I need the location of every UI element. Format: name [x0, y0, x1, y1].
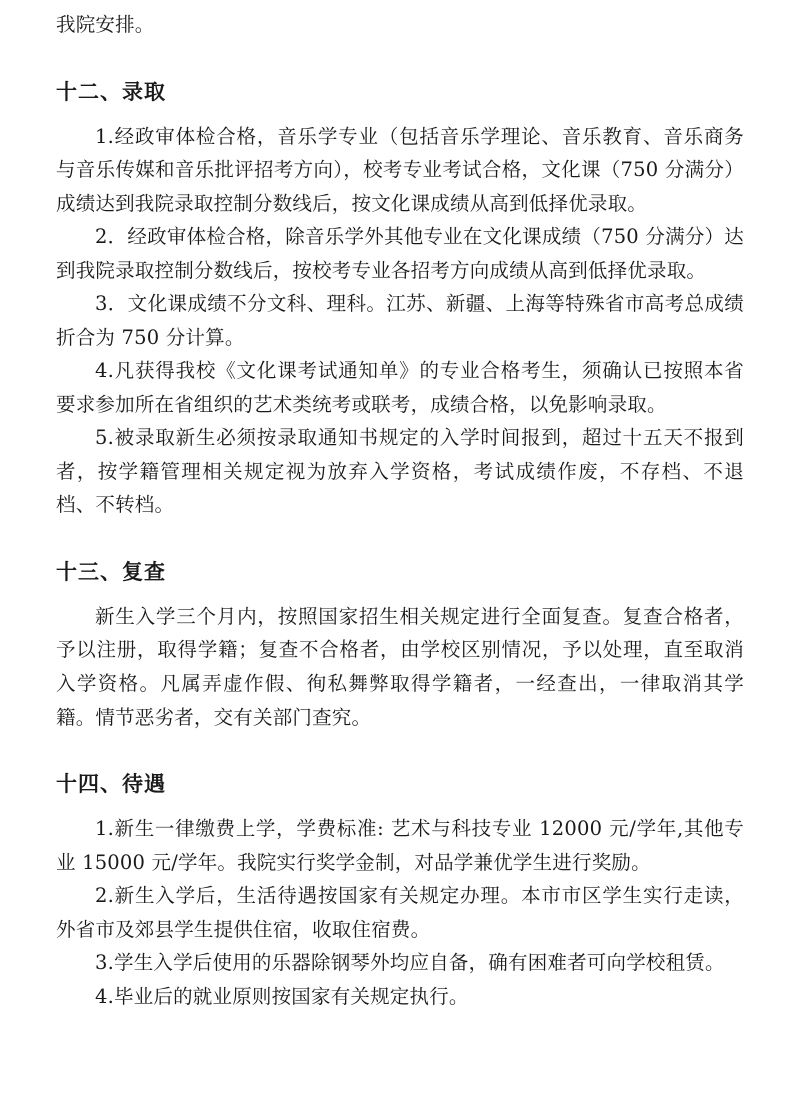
paragraph: 2．经政审体检合格，除音乐学外其他专业在文化课成绩（750 分满分）达到我院录取控制分数线后，按校考专业各招考方向成绩从高到低择优录取。	[56, 225, 744, 282]
paragraph: 2.新生入学后，生活待遇按国家有关规定办理。本市市区学生实行走读，外省市及郊县学生提供住宿，收取住宿费。	[56, 884, 744, 941]
paragraph: 1.新生一律缴费上学，学费标准: 艺术与科技专业 12000 元/学年,其他专业 15000 元/学年。我院实行奖学金制，对品学兼优学生进行奖励。	[56, 817, 744, 874]
section-body-12	[56, 120, 744, 522]
section-body-13	[56, 600, 744, 734]
continuation-paragraph: 我院安排。	[56, 13, 155, 36]
paragraph: 4.凡获得我校《文化课考试通知单》的专业合格考生，须确认已按照本省要求参加所在省组织的艺术类统考或联考，成绩合格，以免影响录取。	[56, 359, 744, 416]
paragraph: 1.经政审体检合格，音乐学专业（包括音乐学理论、音乐教育、音乐商务与音乐传媒和音乐批评招考方向），校考专业考试合格，文化课（750 分满分）成绩达到我院录取控制分数线后，按文化课成绩从高到低择优录取。	[56, 124, 744, 215]
paragraph: 3.学生入学后使用的乐器除钢琴外均应自备，确有困难者可向学校租赁。	[95, 951, 725, 975]
section-heading-13: 十三、复查	[56, 559, 166, 584]
paragraph: 4.毕业后的就业原则按国家有关规定执行。	[95, 984, 469, 1008]
section-body-14	[56, 812, 744, 1013]
paragraph: 3．文化课成绩不分文科、理科。江苏、新疆、上海等特殊省市高考总成绩折合为 750 分计算。	[56, 292, 744, 349]
section-heading-14: 十四、待遇	[56, 772, 166, 797]
paragraph: 5.被录取新生必须按录取通知书规定的入学时间报到，超过十五天不报到者，按学籍管理相关规定视为放弃入学资格，考试成绩作废，不存档、不退档、不转档。	[56, 426, 744, 517]
paragraph: 新生入学三个月内，按照国家招生相关规定进行全面复查。复查合格者，予以注册，取得学籍；复查不合格者，由学校区别情况，予以处理，直至取消入学资格。凡属弄虚作假、徇私舞弊取得学籍者，一经查出，一律取消其学籍。情节恶劣者，交有关部门查究。	[56, 604, 744, 729]
section-heading-12: 十二、录取	[56, 79, 166, 104]
